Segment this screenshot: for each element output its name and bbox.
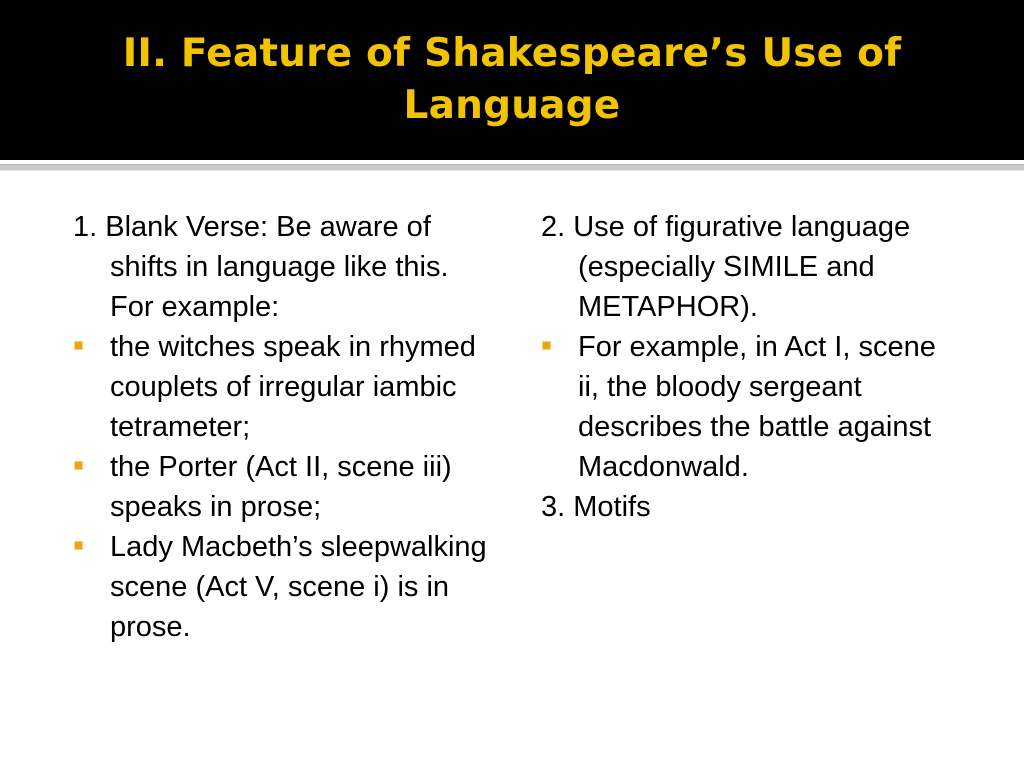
slide-title: II. Feature of Shakespeare’s Use of Language (122, 31, 902, 128)
bullet-text: the Porter (Act II, scene iii) speaks in prose; (110, 451, 452, 523)
blank-verse-heading: 1. Blank Verse: Be aware of shifts in language like this. For example: (73, 211, 449, 323)
left-content-column (73, 207, 498, 647)
bullet-lady-macbeth (73, 527, 498, 647)
bullet-square-icon (74, 461, 83, 470)
bullet-square-icon (74, 341, 83, 350)
bullet-text: the witches speak in rhymed couplets of irregular iambic tetrameter; (110, 331, 476, 443)
bullet-text: Lady Macbeth’s sleepwalking scene (Act V, scene i) is in prose. (110, 531, 487, 643)
bullet-bloody-sergeant (541, 327, 951, 487)
figurative-language-heading: 2. Use of figurative language (especially SIMILE and METAPHOR). (541, 211, 911, 323)
right-content-column (541, 207, 951, 527)
bullet-porter (73, 447, 498, 527)
title-bar (0, 0, 1024, 160)
motifs-heading: 3. Motifs (541, 491, 651, 523)
title-divider (0, 164, 1024, 171)
bullet-text: For example, in Act I, scene ii, the bloody sergeant describes the battle against Macdonwald. (578, 331, 936, 483)
bullet-square-icon (74, 541, 83, 550)
bullet-square-icon (542, 341, 551, 350)
bullet-witches (73, 327, 498, 447)
